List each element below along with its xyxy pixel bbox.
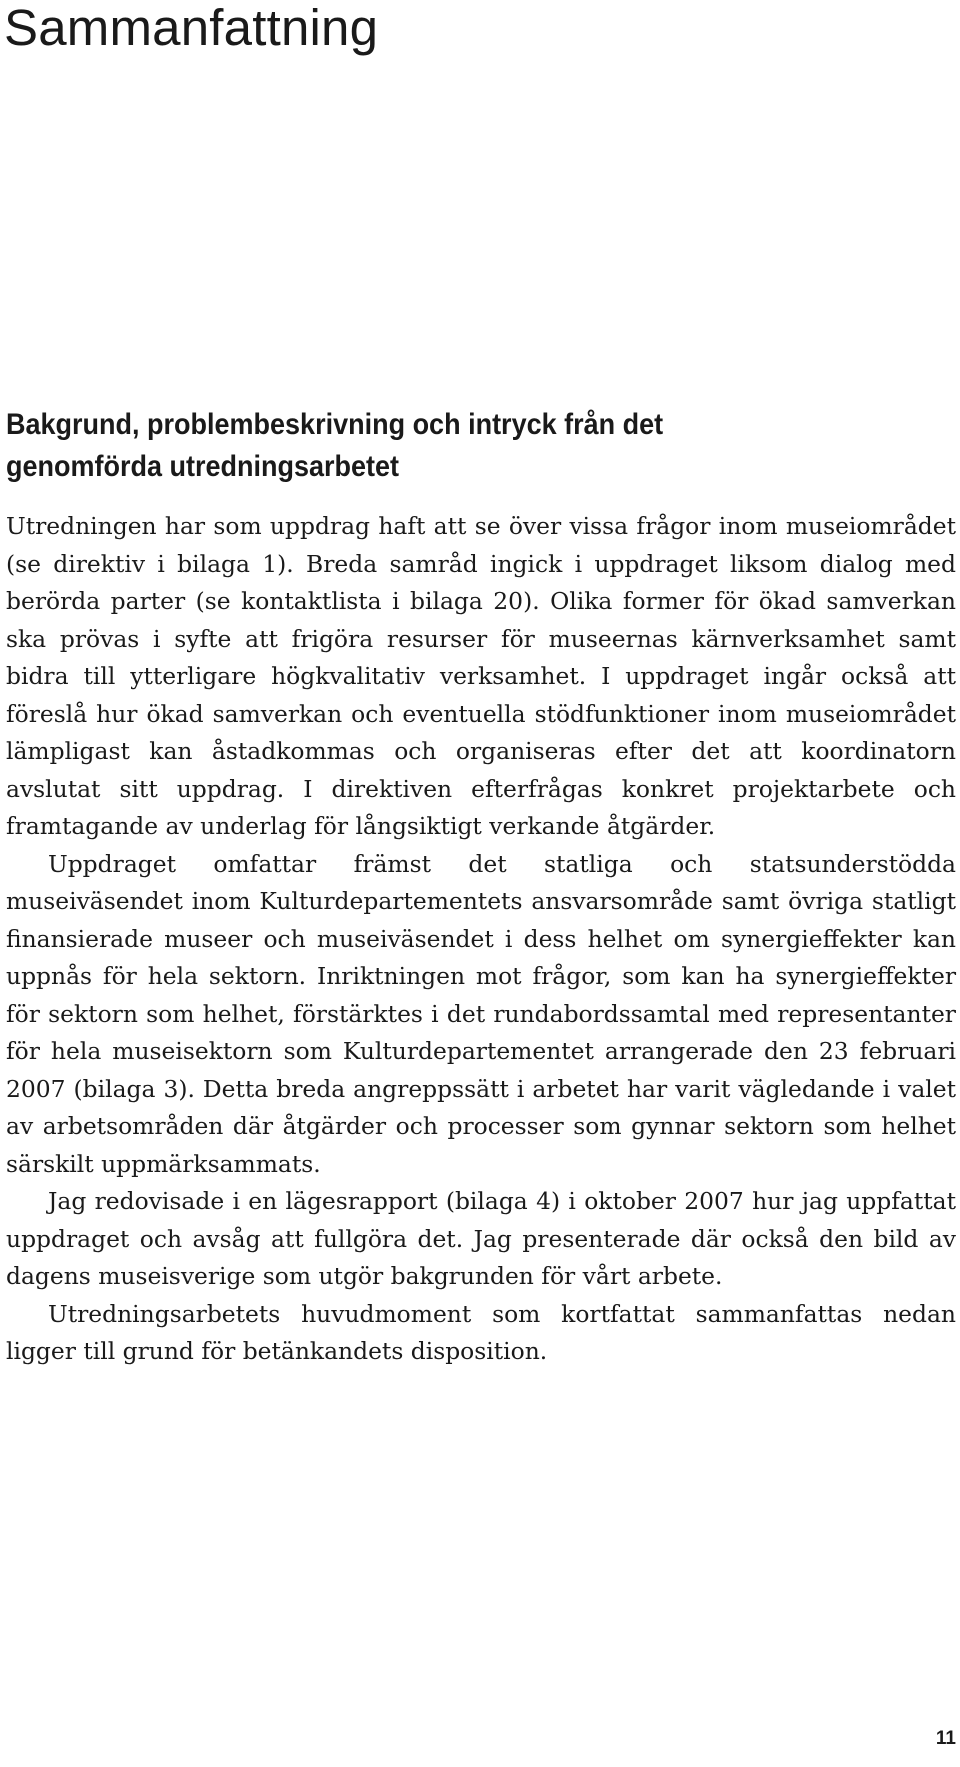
paragraph: Jag redovisade i en lägesrapport (bilaga 4) i oktober 2007 hur jag uppfattat uppdraget och avsåg att fullgöra det. Jag presenterade där också den bild av dagens museisverige som utgör bakgrunden för vårt arbete. — [6, 1187, 956, 1290]
paragraph: Uppdraget omfattar främst det statliga och statsunderstödda museiväsendet inom Kulturdepartementets ansvarsområde samt övriga statligt finansierade museer och museiväsendet i dess helhet om synergieffekter kan uppnås för hela sektorn. Inriktningen mot frågor, som kan ha synergieffekter för sektorn som helhet, förstärktes i det rundabordssamtal med representanter för hela museisektorn som Kulturdepartementet arrangerade den 23 februari 2007 (bilaga 3). Detta breda angreppssätt i arbetet har varit vägledande i valet av arbetsområden där åtgärder och processer som gynnar sektorn som helhet särskilt uppmärksammats. — [6, 849, 956, 1178]
body-text — [6, 508, 956, 1371]
section-heading: Bakgrund, problembeskrivning och intryck från det genomförda utredningsarbetet — [6, 408, 664, 483]
page-title: Sammanfattning — [4, 0, 379, 56]
paragraph: Utredningsarbetets huvudmoment som kortfattat sammanfattas nedan ligger till grund för betänkandets disposition. — [6, 1299, 956, 1365]
page-number: 11 — [935, 1728, 956, 1749]
paragraph: Utredningen har som uppdrag haft att se över vissa frågor inom museiområdet (se direktiv i bilaga 1). Breda samråd ingick i uppdraget liksom dialog med berörda parter (se kontaktlista i bilaga 20). Olika former för ökad samverkan ska prövas i syfte att frigöra resurser för museernas kärnverksamhet samt bidra till ytterligare högkvalitativ verksamhet. I uppdraget ingår också att föreslå hur ökad samverkan och eventuella stödfunktioner inom museiområdet lämpligast kan åstadkommas och organiseras efter det att koordinatorn avslutat sitt uppdrag. I direktiven efterfrågas konkret projektarbete och framtagande av underlag för långsiktigt verkande åtgärder. — [6, 512, 956, 840]
